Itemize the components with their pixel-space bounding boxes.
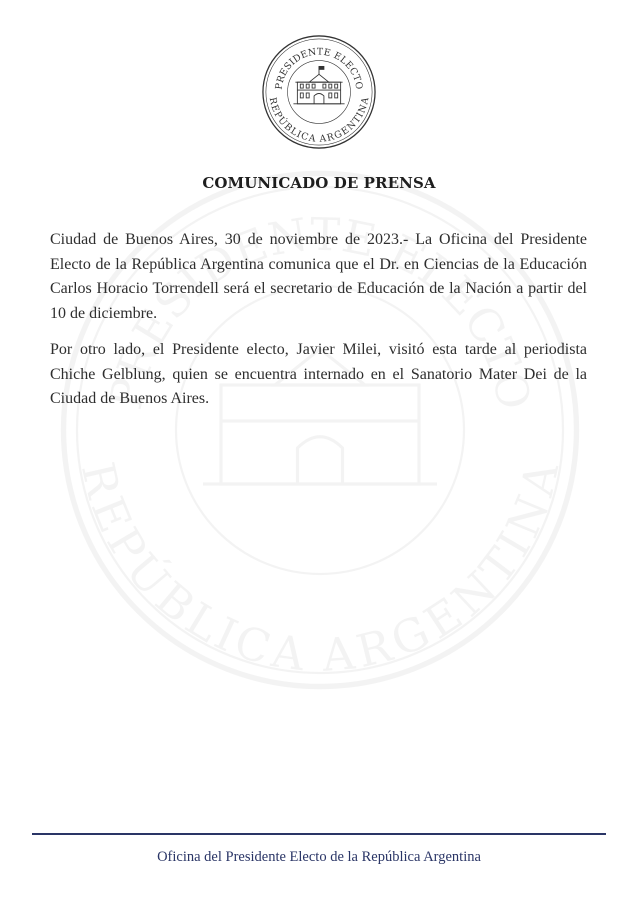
casa-rosada-icon — [293, 66, 344, 103]
svg-text:REPÚBLICA ARGENTINA: REPÚBLICA ARGENTINA — [266, 96, 372, 145]
paragraph: Ciudad de Buenos Aires, 30 de noviembre de 2023.- La Oficina del Presidente Electo de la República Argentina comunica que el Dr. en Ciencias de la Educación Carlos Horacio Torrendell será el secretario de Educación de la Nación a partir del 10 de diciembre. — [50, 231, 587, 322]
document-title: COMUNICADO DE PRENSA — [202, 174, 436, 192]
svg-text:REPÚBLICA ARGENTINA — [71, 457, 569, 682]
footer-divider — [32, 833, 606, 835]
footer-text: Oficina del Presidente Electo de la República Argentina — [157, 849, 481, 865]
svg-text:PRESIDENTE ELECTO: PRESIDENTE ELECTO — [273, 46, 365, 91]
document-body — [50, 228, 587, 424]
paragraph: Por otro lado, el Presidente electo, Javier Milei, visitó esta tarde al periodista Chiche Gelblung, quien se encuentra internado en el Sanatorio Mater Dei de la Ciudad de Buenos Aires. — [50, 341, 587, 407]
presidential-seal — [260, 33, 378, 151]
